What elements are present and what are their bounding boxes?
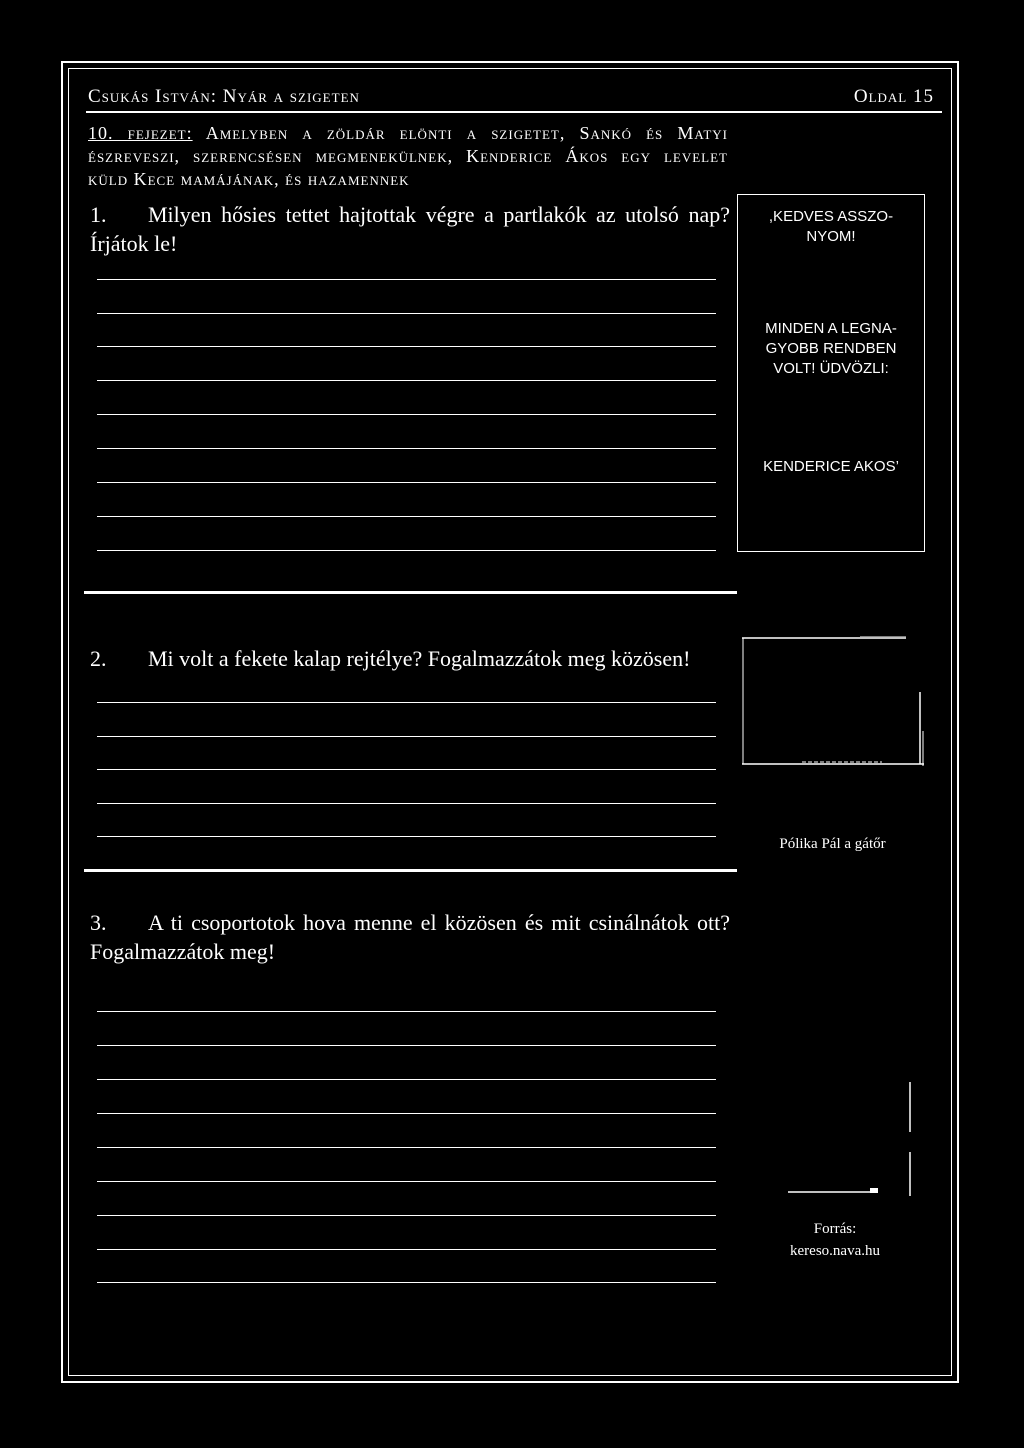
answer-line[interactable] <box>97 836 716 837</box>
question-1-number: 1. <box>90 202 107 227</box>
picture-fragment-image <box>786 1080 916 1200</box>
source-url: kereso.nava.hu <box>790 1243 880 1259</box>
answer-line[interactable] <box>97 380 716 381</box>
letter-body-line1: MINDEN A LEGNA- <box>765 320 897 337</box>
answer-line[interactable] <box>97 1045 716 1046</box>
chapter-title: Amelyben a zöldár elönti a szigetet, Sankó és Matyi észreveszi, szerencsésen megmenekülnek, Kenderice Ákos egy levelet küld Kece mamájának, és hazamennek <box>88 123 729 189</box>
answer-line[interactable] <box>97 1282 716 1283</box>
answer-line[interactable] <box>97 346 716 347</box>
photo-caption: Pólika Pál a gátőr <box>779 836 886 852</box>
letter-box <box>737 194 925 552</box>
answer-line[interactable] <box>97 550 716 551</box>
question-3 <box>90 908 730 966</box>
answer-line[interactable] <box>97 1011 716 1012</box>
letter-greeting-line2: NYOM! <box>806 228 856 245</box>
answer-line[interactable] <box>97 1215 716 1216</box>
answer-line[interactable] <box>97 313 716 314</box>
question-2-number: 2. <box>90 646 107 671</box>
letter-signature: KENDERICE AKOS’ <box>763 458 899 475</box>
question-1-text: Milyen hősies tettet hajtottak végre a partlakók az utolsó nap? Írjátok le! <box>90 202 730 256</box>
answer-line[interactable] <box>97 1113 716 1114</box>
question-3-number: 3. <box>90 910 107 935</box>
answer-line[interactable] <box>97 279 716 280</box>
question-3-text: A ti csoportotok hova menne el közösen és mit csinálnátok ott? Fogalmazzátok meg! <box>90 910 730 964</box>
gatekeeper-photo-image <box>742 636 924 769</box>
answer-line[interactable] <box>97 1249 716 1250</box>
source-label: Forrás: <box>813 1221 857 1237</box>
question-2-text: Mi volt a fekete kalap rejtélye? Fogalmazzátok meg közösen! <box>148 646 691 671</box>
answer-line[interactable] <box>97 769 716 770</box>
answer-line[interactable] <box>97 702 716 703</box>
answer-line[interactable] <box>97 414 716 415</box>
answer-line[interactable] <box>97 1181 716 1182</box>
chapter-number: 10. fejezet: <box>88 123 193 143</box>
header-divider <box>86 111 942 113</box>
answer-line[interactable] <box>97 448 716 449</box>
section-divider <box>84 591 737 594</box>
answer-line[interactable] <box>97 736 716 737</box>
chapter-heading <box>88 122 728 191</box>
letter-body-line2: GYOBB RENDBEN <box>765 340 897 357</box>
page-number: Oldal 15 <box>853 86 934 107</box>
question-2 <box>90 644 750 673</box>
answer-line[interactable] <box>97 1079 716 1080</box>
letter-greeting-line1: ,KEDVES ASSZO- <box>768 208 894 225</box>
source-note <box>760 1218 910 1262</box>
answer-line[interactable] <box>97 803 716 804</box>
section-divider <box>84 869 737 872</box>
answer-line[interactable] <box>97 482 716 483</box>
question-1 <box>90 200 730 258</box>
answer-line[interactable] <box>97 516 716 517</box>
answer-line[interactable] <box>97 1147 716 1148</box>
running-header-title: Csukás István: Nyár a szigeten <box>88 86 360 107</box>
letter-body-line3: VOLT! ÜDVÖZLI: <box>773 360 889 377</box>
